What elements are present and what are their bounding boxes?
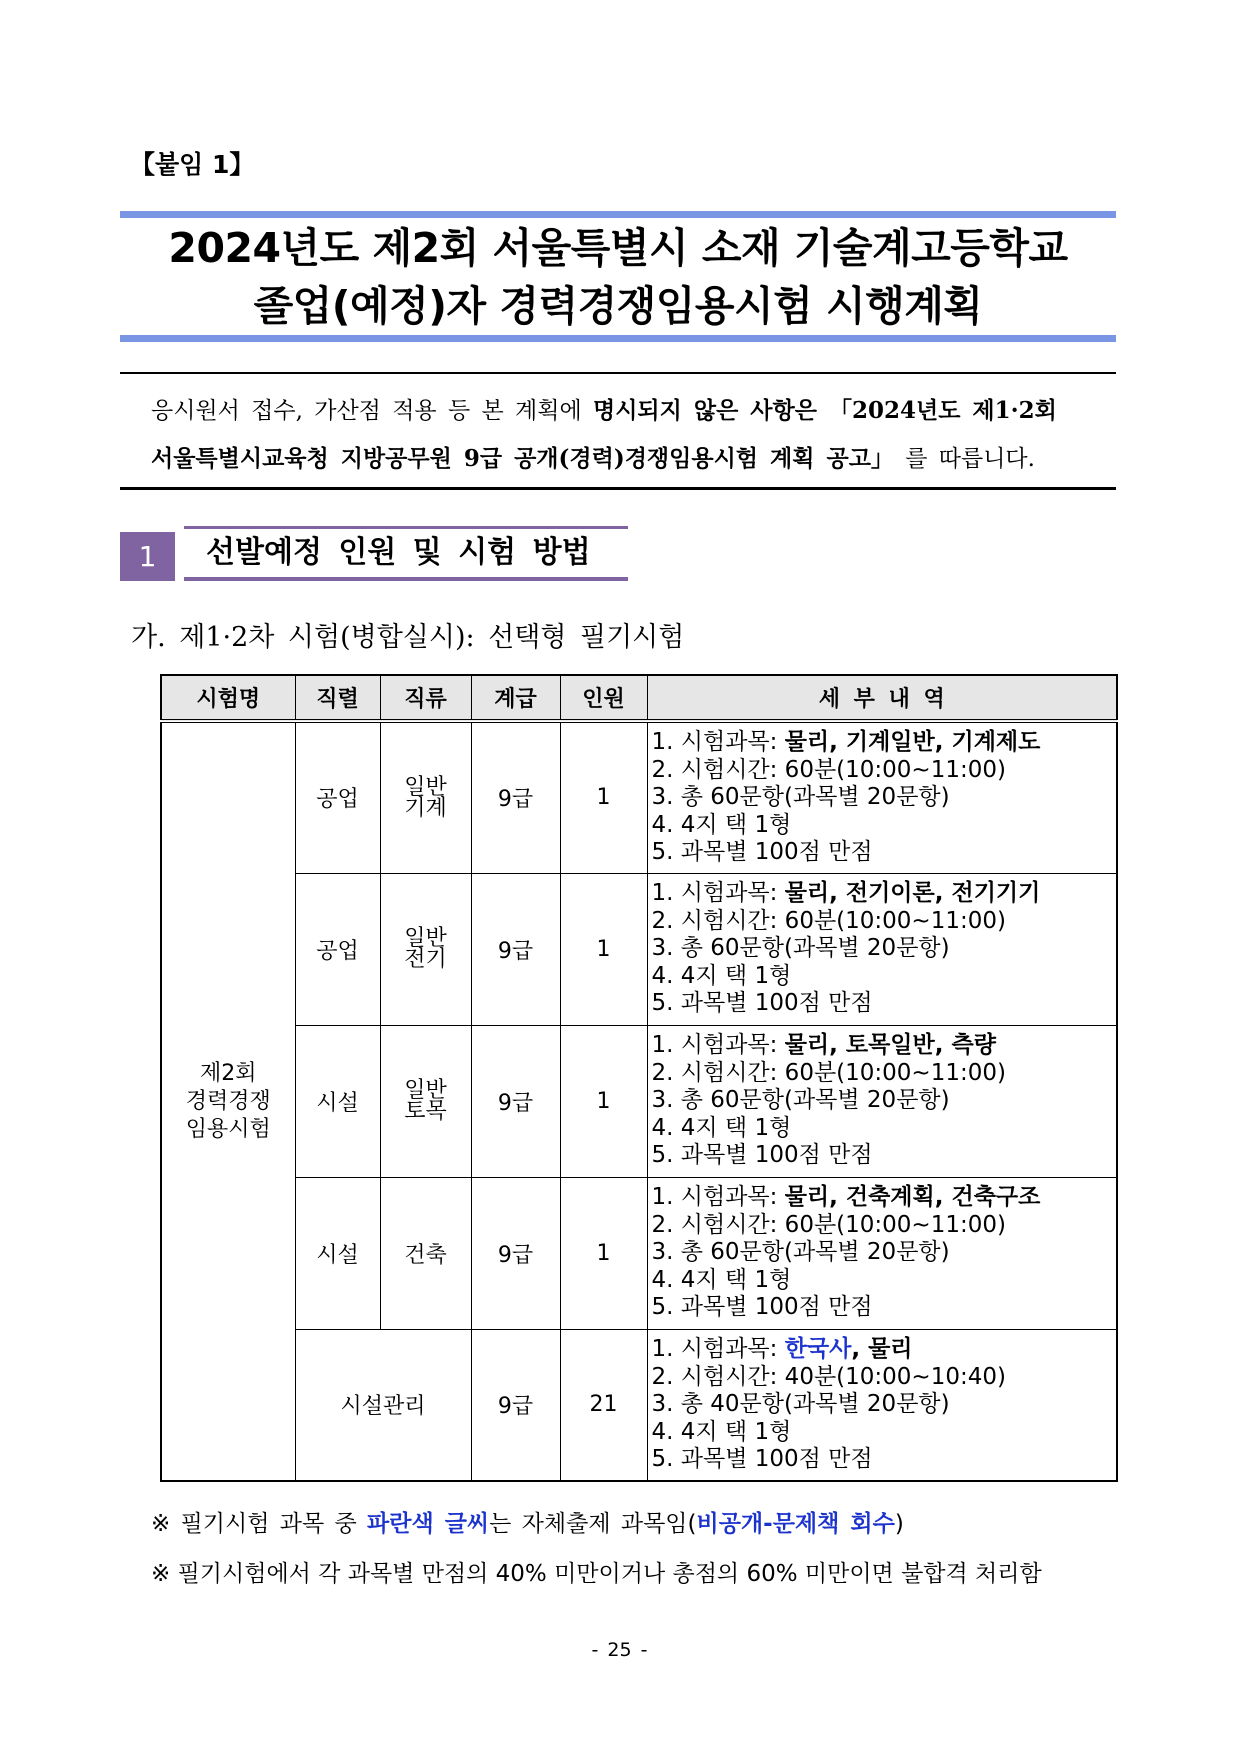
details-cell bbox=[647, 873, 1117, 1025]
detail-line: 2. 시험시간: 60분(10:00~11:00) bbox=[651, 756, 1006, 783]
category-line: 일반 bbox=[404, 1078, 447, 1103]
detail-line: 2. 시험시간: 60분(10:00~11:00) bbox=[651, 907, 1006, 934]
note-emphasis: 파란색 글씨 bbox=[367, 1511, 490, 1537]
detail-line: 4. 4지 택 1형 bbox=[651, 811, 792, 838]
note-failure-criteria bbox=[151, 1554, 1042, 1594]
header-grade: 계급 bbox=[471, 675, 560, 721]
grade-cell: 9급 bbox=[471, 873, 560, 1025]
table-row bbox=[161, 873, 1117, 1025]
notice-paragraph bbox=[151, 387, 1116, 483]
category-cell bbox=[380, 873, 471, 1025]
detail-line: 4. 4지 택 1형 bbox=[651, 962, 792, 989]
detail-subjects-line bbox=[652, 1184, 1117, 1212]
note-blue-subjects bbox=[151, 1504, 904, 1544]
table-header-row bbox=[161, 675, 1117, 721]
count-cell: 1 bbox=[560, 1025, 647, 1177]
subject-label: 1. 시험과목: bbox=[651, 1184, 785, 1211]
detail-line: 2. 시험시간: 60분(10:00~11:00) bbox=[651, 1059, 1006, 1086]
grade-cell: 9급 bbox=[471, 1177, 560, 1329]
detail-line: 3. 총 40문항(과목별 20문항) bbox=[651, 1391, 950, 1417]
grade-cell: 9급 bbox=[471, 1329, 560, 1481]
notice-bold-text: 서울특별시교육청 지방공무원 9급 공개(경력)경쟁임용시험 계획 공고」 bbox=[151, 445, 894, 472]
category-cell: 건축 bbox=[380, 1177, 471, 1329]
table-row bbox=[161, 1177, 1117, 1329]
exam-name-cell bbox=[161, 721, 295, 1481]
detail-line: 3. 총 60문항(과목별 20문항) bbox=[651, 1087, 950, 1114]
details-cell bbox=[647, 721, 1117, 873]
category-cell bbox=[380, 721, 471, 873]
detail-line: 4. 4지 택 1형 bbox=[651, 1266, 792, 1293]
detail-subjects-line bbox=[652, 1336, 1117, 1364]
detail-subjects-line bbox=[652, 880, 1117, 908]
detail-line: 4. 4지 택 1형 bbox=[651, 1114, 792, 1141]
self-set-subject-name: 한국사 bbox=[784, 1336, 852, 1362]
exam-name-line: 제2회 bbox=[199, 1060, 257, 1086]
attachment-label: 【붙임 1】 bbox=[130, 150, 255, 179]
detail-line: 2. 시험시간: 40분(10:00~10:40) bbox=[651, 1363, 1006, 1390]
subject-names: 물리, 기계일반, 기계제도 bbox=[784, 729, 1041, 755]
exam-name-line: 임용시험 bbox=[185, 1116, 271, 1142]
section-number-badge: 1 bbox=[120, 532, 175, 581]
count-cell: 1 bbox=[560, 1177, 647, 1329]
subject-names: 물리, 전기이론, 전기기기 bbox=[784, 880, 1041, 907]
details-cell bbox=[647, 1329, 1117, 1481]
category-line: 일반 bbox=[404, 774, 447, 800]
notice-text: 응시원서 접수, 가산점 적용 등 본 계획에 bbox=[151, 398, 593, 424]
header-exam-name: 시험명 bbox=[161, 675, 295, 721]
detail-subjects-line bbox=[652, 729, 1117, 757]
count-cell: 1 bbox=[560, 721, 647, 873]
details-cell bbox=[647, 1177, 1117, 1329]
note-text: ※ 필기시험에서 각 과목별 만점의 40% 미만이거나 총점의 60% 미만이면 불합격 처리함 bbox=[151, 1561, 1042, 1587]
detail-line: 3. 총 60문항(과목별 20문항) bbox=[651, 784, 950, 810]
section-title: 선발예정 인원 및 시험 방법 bbox=[184, 526, 628, 581]
detail-line: 5. 과목별 100점 만점 bbox=[651, 1446, 873, 1472]
category-line: 토목 bbox=[404, 1099, 447, 1124]
note-text: ※ 필기시험 과목 중 bbox=[151, 1511, 368, 1537]
notice-bottom-rule bbox=[120, 487, 1116, 490]
category-line: 기계 bbox=[404, 795, 447, 821]
subject-names: , 물리 bbox=[851, 1336, 913, 1362]
grade-cell: 9급 bbox=[471, 721, 560, 873]
details-cell bbox=[647, 1025, 1117, 1177]
detail-line: 5. 과목별 100점 만점 bbox=[651, 1294, 873, 1321]
subject-label: 1. 시험과목: bbox=[651, 729, 785, 755]
subject-label: 1. 시험과목: bbox=[651, 880, 785, 907]
category-line: 일반 bbox=[404, 926, 447, 951]
subject-label: 1. 시험과목: bbox=[651, 1336, 785, 1362]
series-cell: 공업 bbox=[295, 873, 380, 1025]
subject-label: 1. 시험과목: bbox=[651, 1032, 785, 1059]
notice-line-2 bbox=[151, 435, 1116, 483]
detail-line: 5. 과목별 100점 만점 bbox=[651, 1142, 873, 1169]
series-cell-merged: 시설관리 bbox=[295, 1329, 471, 1481]
series-cell: 공업 bbox=[295, 721, 380, 873]
detail-line: 3. 총 60문항(과목별 20문항) bbox=[651, 935, 950, 962]
table-row bbox=[161, 721, 1117, 873]
title-line-1: 2024년도 제2회 서울특별시 소재 기술계고등학교 bbox=[168, 224, 1068, 272]
header-details: 세 부 내 역 bbox=[647, 675, 1117, 721]
subject-names: 물리, 건축계획, 건축구조 bbox=[784, 1184, 1041, 1211]
exam-name-line: 경력경쟁 bbox=[185, 1088, 271, 1114]
page-number: - 25 - bbox=[591, 1639, 648, 1661]
category-line: 전기 bbox=[404, 947, 447, 972]
note-text: 는 자체출제 과목임( bbox=[489, 1511, 697, 1537]
notice-bold-text: 명시되지 않은 사항은 「2024년도 제1·2회 bbox=[592, 397, 1057, 424]
detail-line: 2. 시험시간: 60분(10:00~11:00) bbox=[651, 1211, 1006, 1238]
series-cell: 시설 bbox=[295, 1177, 380, 1329]
table-row bbox=[161, 1329, 1117, 1481]
header-count: 인원 bbox=[560, 675, 647, 721]
detail-line: 3. 총 60문항(과목별 20문항) bbox=[651, 1239, 950, 1266]
notice-top-rule bbox=[120, 372, 1116, 374]
detail-line: 5. 과목별 100점 만점 bbox=[651, 990, 873, 1017]
header-series: 직렬 bbox=[295, 675, 380, 721]
detail-subjects-line bbox=[652, 1032, 1117, 1060]
count-cell: 21 bbox=[560, 1329, 647, 1481]
subject-names: 물리, 토목일반, 측량 bbox=[784, 1032, 996, 1059]
table-row bbox=[161, 1025, 1117, 1177]
title-line-2: 졸업(예정)자 경력경쟁임용시험 시행계획 bbox=[253, 282, 983, 330]
header-category: 직류 bbox=[380, 675, 471, 721]
subsection-title: 가. 제1·2차 시험(병합실시): 선택형 필기시험 bbox=[131, 622, 685, 653]
count-cell: 1 bbox=[560, 873, 647, 1025]
exam-plan-table bbox=[160, 674, 1118, 1482]
detail-line: 4. 4지 택 1형 bbox=[651, 1418, 792, 1445]
note-emphasis: 비공개-문제책 회수 bbox=[696, 1511, 895, 1537]
document-title bbox=[120, 219, 1116, 335]
note-text: ) bbox=[894, 1511, 904, 1537]
notice-line-1 bbox=[151, 387, 1116, 435]
category-cell bbox=[380, 1025, 471, 1177]
series-cell: 시설 bbox=[295, 1025, 380, 1177]
detail-line: 5. 과목별 100점 만점 bbox=[651, 839, 873, 865]
grade-cell: 9급 bbox=[471, 1025, 560, 1177]
title-top-bar bbox=[120, 211, 1116, 218]
title-bottom-bar bbox=[120, 335, 1116, 342]
notice-text: 를 따릅니다. bbox=[893, 446, 1035, 472]
